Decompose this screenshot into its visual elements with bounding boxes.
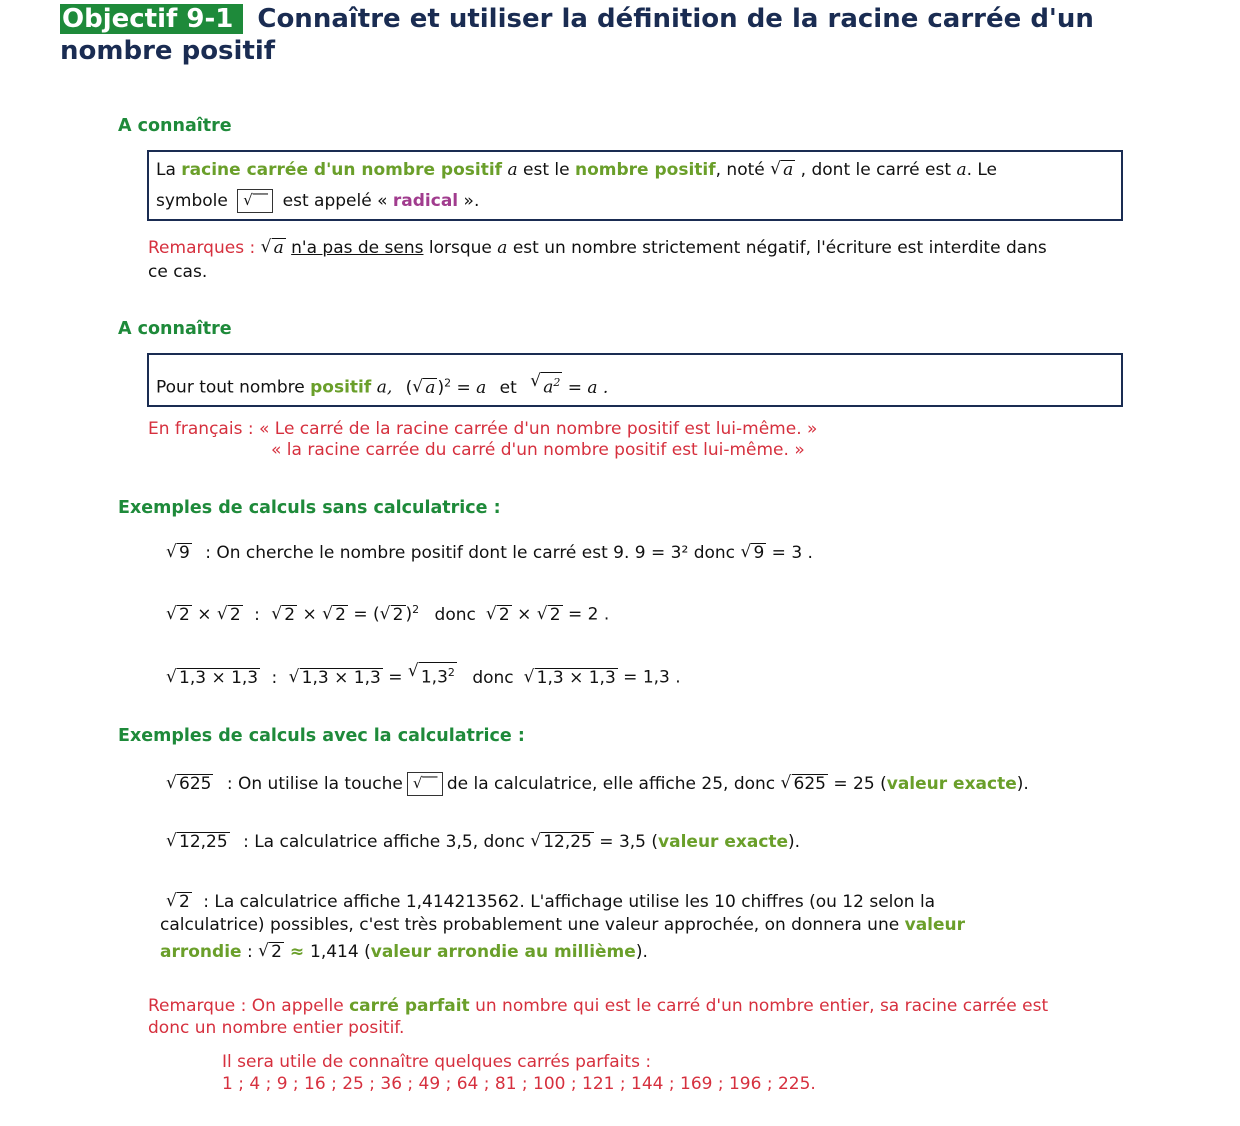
section-heading-a-connaitre-2: A connaître	[118, 319, 232, 339]
radicand: 1,3 × 1,3	[179, 667, 259, 688]
highlight-carre-parfait: carré parfait	[349, 996, 470, 1016]
sqrt	[781, 774, 828, 794]
definition-line-2	[156, 189, 479, 213]
title-line-2: nombre positif	[60, 36, 276, 66]
formula-2	[530, 378, 608, 398]
text: symbole	[156, 191, 234, 211]
radicand: a	[425, 377, 436, 398]
sqrt	[322, 605, 348, 625]
property-line	[156, 372, 608, 398]
radicand: a	[783, 160, 794, 180]
text: = 2 .	[562, 604, 610, 625]
highlight-positif: positif	[310, 377, 372, 398]
sqrt	[530, 832, 594, 852]
text: , dont le carré est	[795, 160, 957, 180]
text: : On utilise la touche	[221, 774, 403, 794]
separator: :	[248, 604, 266, 625]
french-label: En français :	[148, 419, 259, 439]
highlight-nombre-positif: nombre positif	[574, 160, 716, 180]
text: = 3 .	[766, 543, 813, 563]
section-heading-avec-calculatrice: Exemples de calculs avec la calculatrice :	[118, 726, 525, 746]
radicand: 9	[753, 543, 765, 563]
page-title	[60, 4, 1094, 34]
radicand: 1,3 × 1,3	[301, 667, 381, 688]
text-donc: donc	[434, 604, 476, 625]
highlight-arrondie: arrondie	[160, 942, 242, 962]
exponent: 2	[553, 376, 561, 389]
radicand: 2	[271, 942, 282, 962]
sqrt	[740, 543, 766, 563]
sqrt	[166, 774, 213, 794]
sqrt-a	[412, 378, 437, 398]
text: Remarque : On appelle	[148, 996, 350, 1016]
sqrt-a	[261, 238, 286, 258]
approx-symbol: ≈	[283, 942, 311, 962]
radicand: 1,3	[420, 667, 448, 688]
calculator-sqrt-key	[407, 772, 443, 796]
example-sqrt-625	[166, 772, 1029, 796]
definition-line-1	[156, 160, 997, 180]
sqrt	[271, 605, 297, 625]
example-sqrt-1-3	[166, 662, 681, 688]
text: de la calculatrice, elle affiche 25, donc	[446, 774, 781, 794]
exponent: 2	[444, 376, 452, 389]
highlight-valeur-exacte: valeur exacte	[658, 832, 789, 852]
highlight-racine-carree: racine carrée d'un nombre positif	[181, 160, 503, 180]
text: ).	[635, 942, 648, 962]
text: , noté	[715, 160, 771, 180]
var-a: a	[502, 160, 523, 180]
text-donc: donc	[472, 667, 514, 688]
text: ).	[1016, 774, 1029, 794]
var-a: a	[956, 160, 967, 180]
highlight-valeur-arrondie: valeur arrondie au millième	[370, 942, 636, 962]
radicand: 625	[179, 774, 212, 794]
sqrt	[408, 662, 457, 688]
var-a: a,	[371, 377, 393, 398]
underlined-text: n'a pas de sens	[291, 238, 424, 258]
french-line-2: « la racine carrée du carré d'un nombre positif est lui-même. »	[271, 440, 805, 460]
text: un nombre qui est le carré d'un nombre entier, sa racine carrée est	[469, 996, 1049, 1016]
example-sqrt-9	[166, 543, 813, 563]
text: =	[382, 667, 408, 688]
radicand: a	[273, 238, 284, 258]
sqrt	[486, 605, 512, 625]
sqrt	[537, 605, 563, 625]
radicand: 9	[179, 543, 190, 563]
text: ».	[458, 191, 480, 211]
sqrt	[166, 605, 192, 625]
remark-carre-parfait-line-1	[148, 996, 1048, 1016]
radicand: 2	[229, 604, 241, 625]
text: est appelé «	[277, 191, 393, 211]
radical-symbol-box	[237, 189, 273, 213]
text: est un nombre strictement négatif, l'écriture est interdite dans	[507, 238, 1047, 258]
radicand: 12,25	[179, 832, 228, 852]
text: ).	[788, 832, 801, 852]
exponent: 2	[447, 666, 455, 679]
text: = 25 (	[828, 774, 887, 794]
title-line-1: Connaître et utiliser la définition de la racine carrée d'un	[257, 4, 1094, 34]
sqrt	[217, 605, 243, 625]
perfect-squares-list: 1 ; 4 ; 9 ; 16 ; 25 ; 36 ; 49 ; 64 ; 81 ; 100 ; 121 ; 144 ; 169 ; 196 ; 225.	[222, 1074, 816, 1094]
highlight-valeur-exacte: valeur exacte	[886, 774, 1017, 794]
sqrt	[166, 892, 192, 912]
example-sqrt2-times-sqrt2: √ 2 × √ 2 : √ 2 × √ 2 = (√ 2 )$^2$ donc√ 2 × √ 2 = 2 .	[166, 603, 609, 625]
sqrt	[289, 668, 383, 688]
section-heading-sans-calculatrice: Exemples de calculs sans calculatrice :	[118, 498, 501, 518]
exponent: 2	[412, 603, 420, 616]
radicand: 2	[284, 604, 296, 625]
sqrt	[166, 543, 192, 563]
sqrt-a	[770, 160, 795, 180]
text: La	[156, 160, 182, 180]
remark-carre-parfait-line-3: Il sera utile de connaître quelques carrés parfaits :	[222, 1052, 652, 1072]
radicand: 1,3 × 1,3	[536, 667, 616, 688]
example-sqrt-2-line-1	[166, 892, 935, 912]
text: : La calculatrice affiche 3,5, donc	[237, 832, 531, 852]
text: est le	[523, 160, 575, 180]
radicand: 2	[179, 892, 190, 912]
text: 1,414 (	[310, 942, 371, 962]
text: : On cherche le nombre positif dont le carré est 9. 9 = 3² donc	[199, 543, 741, 563]
sqrt	[380, 605, 406, 625]
remark-carre-parfait-line-2: donc un nombre entier positif.	[148, 1018, 405, 1038]
sqrt	[166, 832, 230, 852]
sqrt	[524, 668, 618, 688]
sqrt	[166, 668, 260, 688]
text: : La calculatrice affiche 1,414213562. L'affichage utilise les 10 chiffres (ou 12 selon la	[197, 892, 936, 912]
example-sqrt-2-line-2	[160, 915, 965, 935]
var-a: a	[497, 238, 508, 258]
text: = (	[347, 604, 380, 625]
example-sqrt-12-25	[166, 832, 800, 852]
radicand: 2	[549, 604, 561, 625]
highlight-radical: radical	[392, 191, 459, 211]
radicand: 2	[498, 604, 510, 625]
objectif-badge: Objectif 9-1	[60, 4, 243, 34]
radicand: 625	[793, 774, 826, 794]
radicand: 2	[392, 604, 404, 625]
radicand: 2	[179, 604, 190, 625]
sqrt-a-squared	[530, 372, 562, 398]
text: = 3,5 (	[593, 832, 659, 852]
equals-a: = a .	[562, 377, 609, 398]
equals-a: = a	[451, 377, 487, 398]
remark-1-line-2: ce cas.	[148, 262, 208, 282]
remark-label: Remarques :	[148, 238, 261, 258]
conjunction-et: et	[499, 377, 517, 398]
text: :	[241, 942, 259, 962]
remark-1-line-1	[148, 238, 1047, 258]
text: . Le	[966, 160, 998, 180]
section-heading-a-connaitre-1: A connaître	[118, 116, 232, 136]
text: « Le carré de la racine carrée d'un nombre positif est lui-même. »	[258, 419, 818, 439]
radicand: 2	[335, 604, 346, 625]
example-sqrt-2-line-3	[160, 942, 648, 962]
text: calculatrice) possibles, c'est très probablement une valeur approchée, on donnera une	[160, 915, 905, 935]
text: Pour tout nombre	[156, 377, 311, 398]
sqrt	[258, 942, 284, 962]
separator: :	[266, 667, 283, 688]
formula-1: (√ a )$^2$ = a	[406, 378, 487, 398]
radicand: 12,25	[543, 832, 592, 852]
french-line-1	[148, 419, 817, 439]
text: = 1,3 .	[617, 667, 681, 688]
text: lorsque	[423, 238, 498, 258]
radicand: a	[543, 377, 554, 398]
highlight-valeur: valeur	[904, 915, 966, 935]
